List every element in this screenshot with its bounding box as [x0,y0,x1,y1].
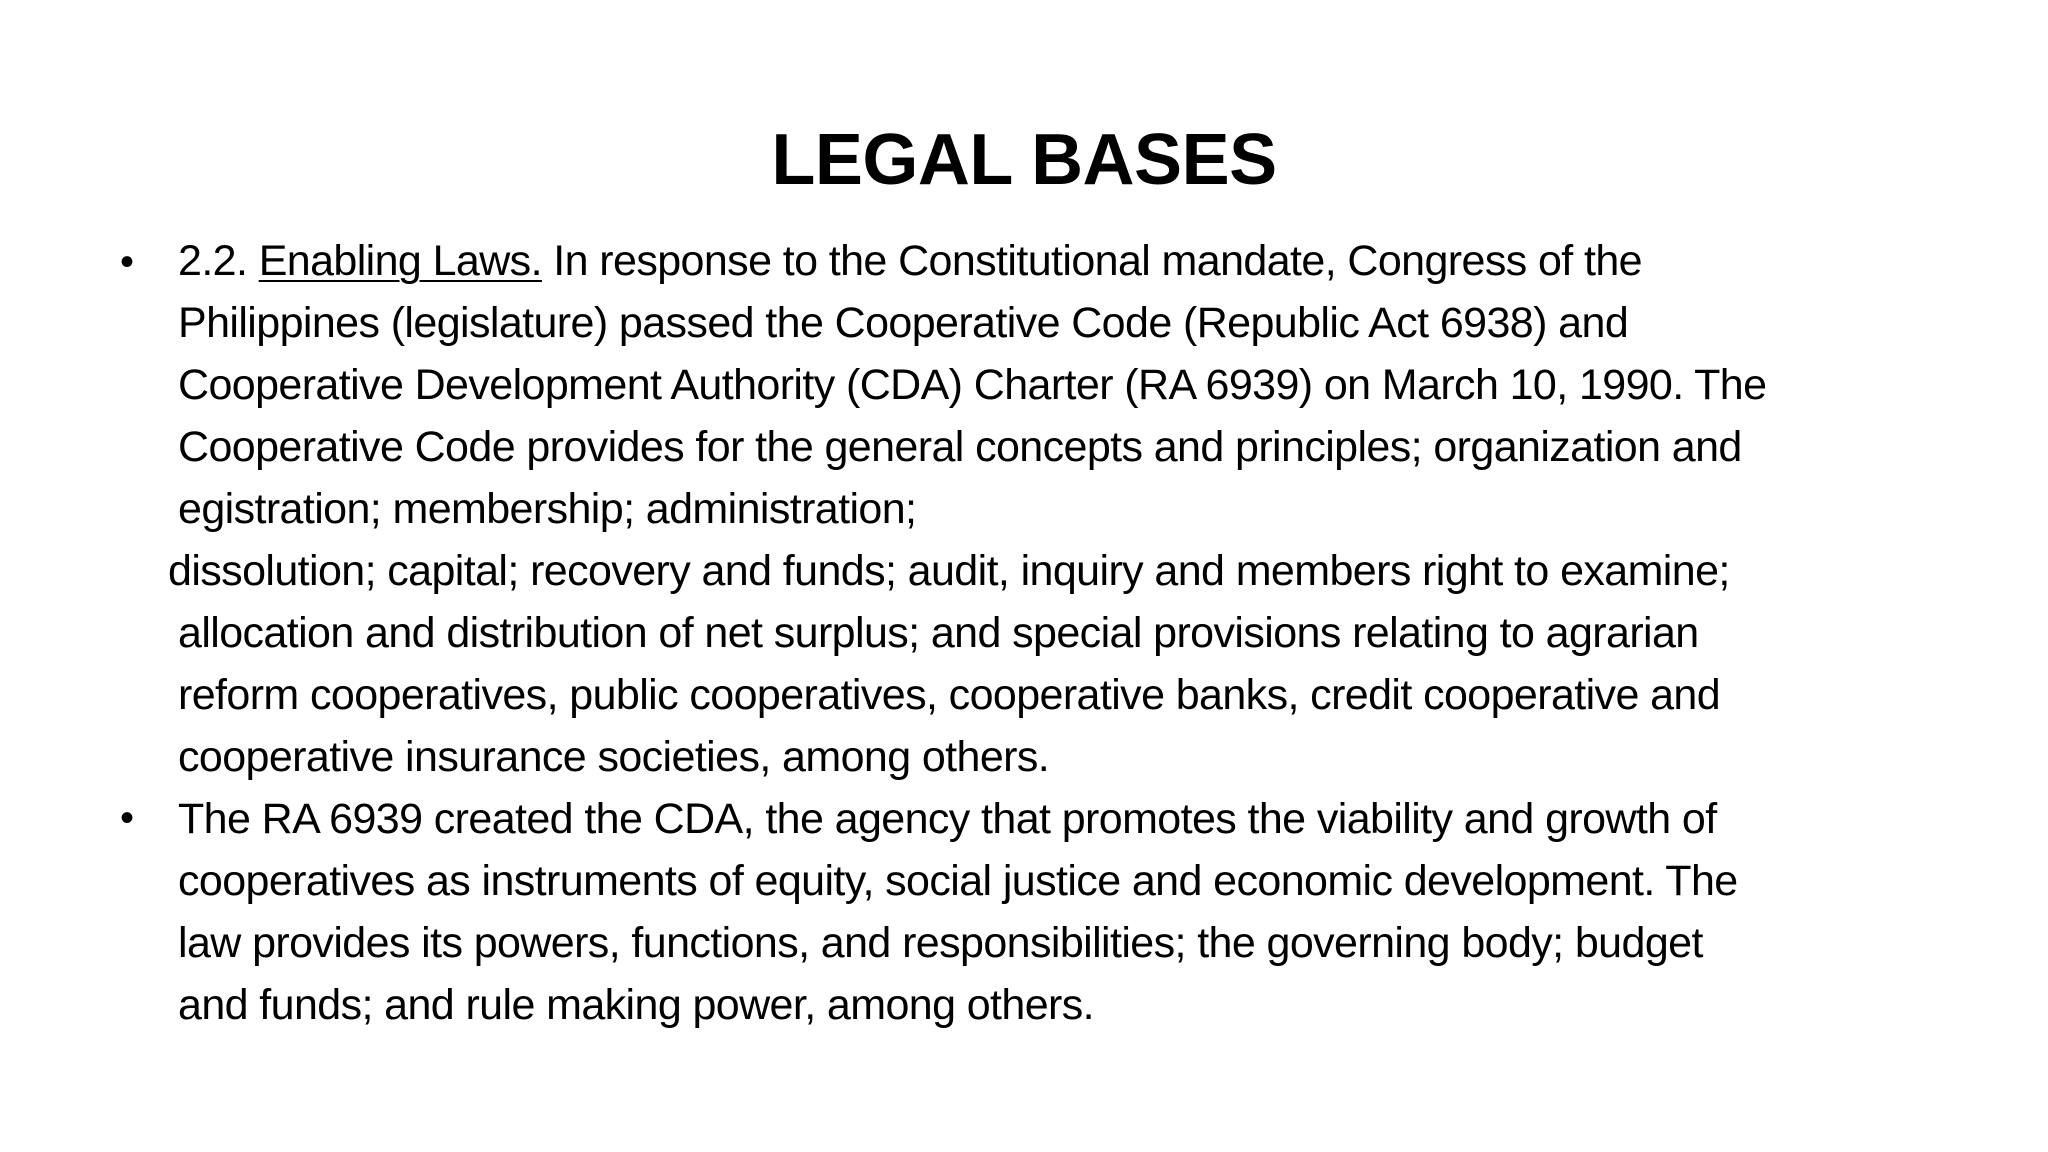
section-heading: Enabling Laws. [258,237,542,285]
bullet-1-line-6: dissolution; capital; recovery and funds; audit, inquiry and members right to examine; [168,547,1730,595]
bullet-1-line-8: reform cooperatives, public cooperatives, cooperative banks, credit cooperative and [178,671,1721,719]
bullet-2-marker: • [120,796,135,840]
bullet-1-line-1 [178,230,1642,292]
bullet-1-line-9: cooperative insurance societies, among others. [178,733,1050,781]
slide-title: LEGAL BASES [771,120,1277,200]
bullet-2-line-2: cooperatives as instruments of equity, social justice and economic development. The [178,857,1738,905]
bullet-2-line-4: and funds; and rule making power, among others. [178,981,1094,1029]
section-number: 2.2. [178,237,248,285]
bullet-1-line-2: Philippines (legislature) passed the Cooperative Code (Republic Act 6938) and [178,299,1629,347]
bullet-1-marker: • [120,240,135,284]
bullet-2-line-3: law provides its powers, functions, and responsibilities; the governing body; budget [178,919,1703,967]
bullet-1-line-1-text: In response to the Constitutional mandate, Congress of the [553,237,1642,285]
bullet-2-line-1: The RA 6939 created the CDA, the agency that promotes the viability and growth of [178,795,1717,843]
bullet-1-line-4: Cooperative Code provides for the general concepts and principles; organization and [178,423,1742,471]
bullet-1-line-3: Cooperative Development Authority (CDA) Charter (RA 6939) on March 10, 1990. The [178,361,1767,409]
bullet-1-line-5: egistration; membership; administration; [178,485,917,533]
bullet-1-line-7: allocation and distribution of net surplus; and special provisions relating to agrarian [178,609,1699,657]
